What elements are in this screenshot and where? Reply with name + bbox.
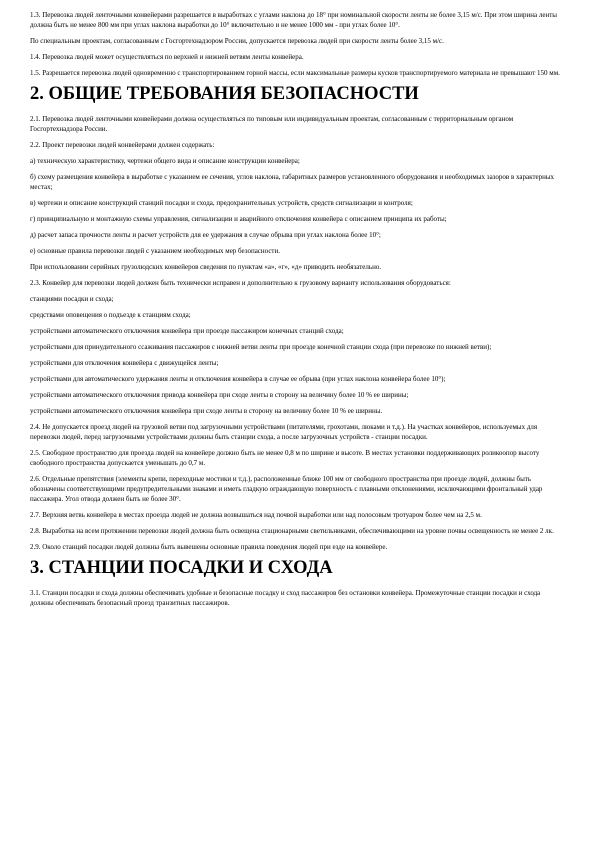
paragraph: средствами оповещения о подъезде к станциям схода;	[30, 311, 191, 319]
section-2-body	[30, 114, 565, 552]
paragraph: 2.5. Свободное пространство для проезда людей на конвейере должно быть не менее 0,8 м по ширине и высоте. В местах установки поддерживающих роликоопор высоту свободного пространства допускается уменьшать до 0,7 м.	[30, 449, 540, 467]
paragraph: устройствами автоматического отключения привода конвейера при сходе ленты в сторону на величину более 10 % ее ширины;	[30, 391, 409, 399]
paragraph: устройствами для принудительного ссаживания пассажиров с нижней ветви ленты при проезде конечной станции схода (при перевозке по нижней ветви);	[30, 343, 492, 351]
paragraph: 2.6. Отдельные препятствия (элементы крепи, переходные мостики и т.д.), расположенные ближе 100 мм от свободного пространства при проезде людей, должны быть обозначены соответствующими предупредительными знаками и иметь гладкую ограждающую поверхность с плавными отклонениями, исключающими фронтальный удар пассажира. Угол отвода должен быть не более 30°.	[30, 475, 543, 503]
paragraph: б) схему размещения конвейера в выработке с указанием ее сечения, углов наклона, габаритных размеров установленного оборудования и необходимых зазоров в характерных местах;	[30, 173, 555, 191]
paragraph: 2.9. Около станций посадки людей должны быть вывешены основные правила поведения людей при езде на конвейере.	[30, 543, 388, 551]
paragraph: 1.5. Разрешается перевозка людей одновременно с транспортированием горной массы, если максимальные размеры кусков транспортируемого материала не превышают 150 мм.	[30, 69, 560, 77]
paragraph: 1.3. Перевозка людей ленточными конвейерами разрешается в выработках с углами наклона до 18° при номинальной скорости ленты не более 3,15 м/с. При этом ширина ленты должна быть не менее 800 мм при углах наклона выработки до 10° включительно и не менее 1000 мм - при углах более 10°.	[30, 11, 557, 29]
paragraph: По специальным проектам, согласованным с Госгортехнадзором России, допускается перевозка людей при скорости ленты более 3,15 м/с.	[30, 37, 444, 45]
paragraph: станциями посадки и схода;	[30, 295, 114, 303]
section-3-heading: 3. СТАНЦИИ ПОСАДКИ И СХОДА	[30, 558, 333, 578]
paragraph: 2.2. Проект перевозки людей конвейерами должен содержать:	[30, 141, 215, 149]
paragraph: 2.1. Перевозка людей ленточными конвейерами должна осуществляться по типовым или индивидуальным проектам, согласованным с территориальным органом Госгортехнадзора России.	[30, 115, 514, 133]
paragraph: 1.4. Перевозка людей может осуществляться по верхней и нижней ветвям ленты конвейера.	[30, 53, 304, 61]
paragraph: е) основные правила перевозки людей с указанием необходимых мер безопасности.	[30, 247, 280, 255]
paragraph: 2.4. Не допускается проезд людей на грузовой ветви под загрузочными устройствами (питателями, грохотами, люками и т.д.). На участках конвейеров, используемых для перевозки людей, перед загрузочными устройствами должны быть станции схода, а после загрузочных устройств - станции посадки.	[30, 423, 538, 441]
section-1-tail	[30, 10, 565, 78]
paragraph: 2.7. Верхняя ветвь конвейера в местах проезда людей не должна возвышаться над почвой выработки или над полосовым тротуаром более чем на 2,5 м.	[30, 511, 482, 519]
paragraph: 2.3. Конвейер для перевозки людей должен быть технически исправен и дополнительно к грузовому варианту использования оборудоваться:	[30, 279, 451, 287]
paragraph: устройствами автоматического отключения конвейера при сходе ленты в сторону на величину более 10 % ее ширины.	[30, 407, 383, 415]
paragraph: устройствами автоматического отключения конвейера при проезде пассажиром конечных станций схода;	[30, 327, 344, 335]
paragraph: устройствами для автоматического удержания ленты и отключения конвейера в случае ее обрыва (при углах наклона конвейера более 10°);	[30, 375, 446, 383]
paragraph: д) расчет запаса прочности ленты и расчет устройств для ее удержания в случае обрыва при углах наклона более 10°;	[30, 231, 381, 239]
paragraph: в) чертежи и описание конструкций станций посадки и схода, предохранительных устройств, средств сигнализации и контроля;	[30, 199, 413, 207]
paragraph: 3.1. Станции посадки и схода должны обеспечивать удобные и безопасные посадку и сход пассажиров без остановки конвейера. Промежуточные станции посадки и схода должны обеспечивать безопасный проезд транзитных пассажиров.	[30, 589, 541, 607]
section-3-body	[30, 588, 565, 608]
paragraph: 2.8. Выработка на всем протяжении перевозки людей должна быть освещена стационарными светильниками, обеспечивающими на уровне почвы освещенность не менее 2 лк.	[30, 527, 554, 535]
paragraph: устройствами для отключения конвейера с движущейся ленты;	[30, 359, 219, 367]
section-2-heading: 2. ОБЩИЕ ТРЕБОВАНИЯ БЕЗОПАСНОСТИ	[30, 84, 419, 104]
paragraph: г) принципиальную и монтажную схемы управления, сигнализации и аварийного отключения конвейера с описанием принципа их работы;	[30, 215, 447, 223]
paragraph: а) техническую характеристику, чертежи общего вида и описание конструкции конвейера;	[30, 157, 300, 165]
paragraph: При использовании серийных грузолюдских конвейеров сведения по пунктам «а», «г», «д» приводить необязательно.	[30, 263, 382, 271]
